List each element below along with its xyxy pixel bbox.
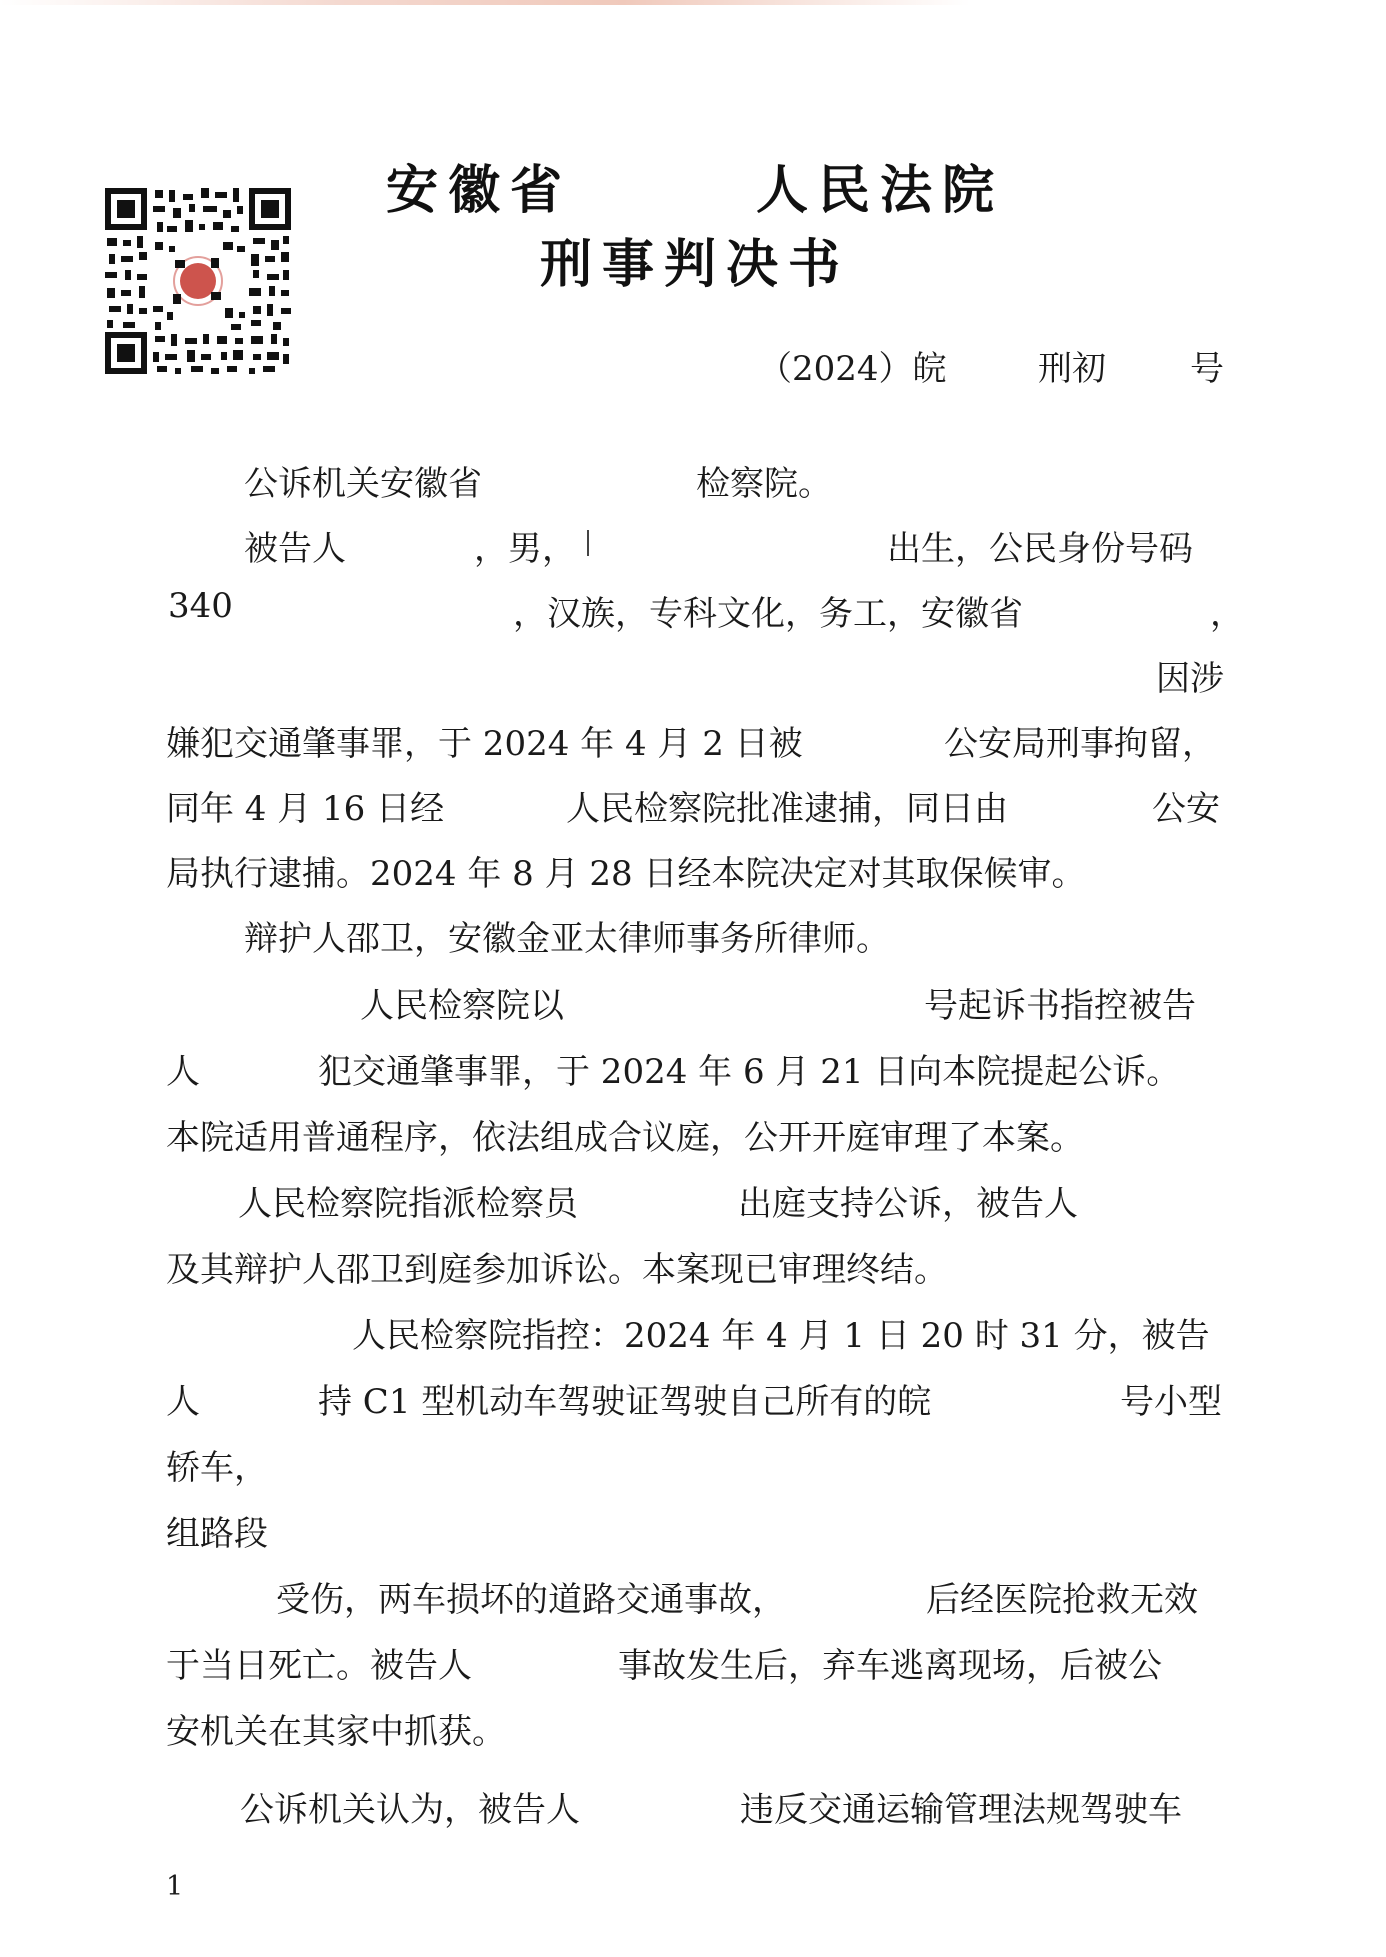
vehicle-line: 轿车， [166, 1448, 268, 1488]
license-line-end: 号小型 [1120, 1382, 1222, 1422]
flight-line: 事故发生后，弃车逃离现场，后被公 [618, 1646, 1162, 1686]
court-name-left: 安徽省 [386, 161, 573, 221]
indictment-line: 人民检察院以 [360, 986, 564, 1026]
scan-edge [0, 0, 1386, 5]
page-number: 1 [166, 1871, 184, 1902]
procedure-line: 本院适用普通程序，依法组成合议庭，公开开庭审理了本案。 [166, 1118, 1084, 1158]
prosecutor-appearance: 出庭支持公诉，被告人 [738, 1184, 1078, 1224]
court-name-right: 人民法院 [756, 161, 1005, 221]
detention-line-end: 公安局刑事拘留， [944, 724, 1216, 764]
accident-line-end: 后经医院抢救无效 [926, 1580, 1198, 1620]
defendant-line: 被告人 [244, 529, 346, 569]
defendant-gender: ，男， [474, 529, 576, 569]
prosecutor-line-end: 检察院。 [696, 464, 832, 504]
charge-line-start: 人 [166, 1052, 200, 1092]
bail-line: 局执行逮捕。2024 年 8 月 28 日经本院决定对其取保候审。 [166, 854, 1086, 894]
accident-line: 受伤，两车损坏的道路交通事故， [276, 1580, 786, 1620]
address-comma: ， [1210, 594, 1244, 634]
arrest-line: 同年 4 月 16 日经 [166, 789, 445, 829]
document-title: 刑事判决书 [540, 235, 851, 295]
arrest-line-mid: 人民检察院批准逮捕，同日由 [566, 789, 1008, 829]
prosecutor-assigned: 人民检察院指派检察员 [238, 1184, 578, 1224]
death-line: 于当日死亡。被告人 [166, 1646, 472, 1686]
court-seal-icon [164, 247, 232, 315]
redaction-mark [587, 530, 589, 556]
capture-line: 安机关在其家中抓获。 [166, 1712, 506, 1752]
allegation-line: 人民检察院指控：2024 年 4 月 1 日 20 时 31 分，被告 [352, 1316, 1210, 1356]
case-number-mid: 刑初 [1038, 349, 1106, 389]
detention-line: 嫌犯交通肇事罪，于 2024 年 4 月 2 日被 [166, 724, 803, 764]
defendant-details: ，汉族，专科文化，务工，安徽省 [513, 594, 1023, 634]
case-number-end: 号 [1190, 349, 1224, 389]
id-prefix: 340 [168, 586, 233, 626]
charge-line: 犯交通肇事罪，于 2024 年 6 月 21 日向本院提起公诉。 [318, 1052, 1181, 1092]
case-number-year: （2024）皖 [758, 349, 947, 389]
defense-counsel-line: 辩护人邵卫，安徽金亚太律师事务所律师。 [244, 919, 890, 959]
qr-code [103, 186, 293, 376]
license-line-start: 人 [166, 1382, 200, 1422]
suspected-start: 因涉 [1156, 659, 1224, 699]
opinion-line: 公诉机关认为，被告人 [240, 1790, 580, 1830]
arrest-line-end: 公安 [1152, 789, 1220, 829]
license-line: 持 C1 型机动车驾驶证驾驶自己所有的皖 [318, 1382, 932, 1422]
attendance-line: 及其辩护人邵卫到庭参加诉讼。本案现已审理终结。 [166, 1250, 948, 1290]
defendant-birth: 出生，公民身份号码 [887, 529, 1193, 569]
road-section-line: 组路段 [166, 1514, 268, 1554]
indictment-line-end: 号起诉书指控被告 [924, 986, 1196, 1026]
opinion-line-end: 违反交通运输管理法规驾驶车 [740, 1790, 1182, 1830]
prosecutor-line: 公诉机关安徽省 [244, 464, 482, 504]
